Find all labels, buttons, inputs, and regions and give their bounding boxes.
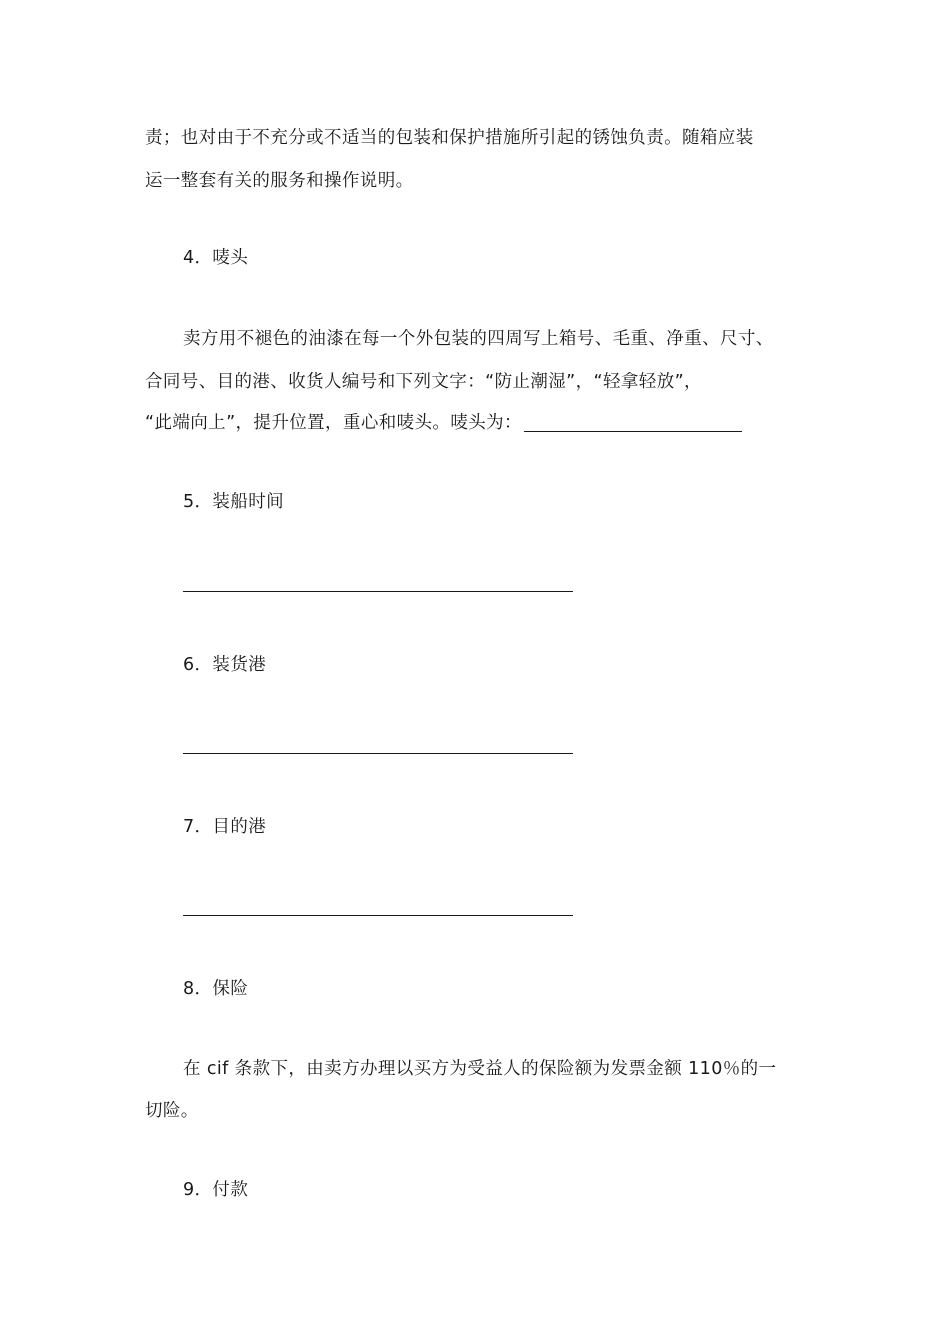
marks-paragraph-line-3 <box>145 411 742 435</box>
destination-port-heading: 7．目的港 <box>183 817 267 837</box>
loading-port-heading: 6．装货港 <box>183 655 267 675</box>
marks-paragraph-line-1: 卖方用不褪色的油漆在每一个外包装的四周写上箱号、毛重、净重、尺寸、 <box>183 329 774 349</box>
marks-paragraph-line-2: 合同号、目的港、收货人编号和下列文字：“防止潮湿”，“轻拿轻放”， <box>145 372 702 392</box>
packing-paragraph-line-1: 责；也对由于不充分或不适当的包装和保护措施所引起的锈蚀负责。随箱应装 <box>145 128 754 148</box>
marks-fill-in-blank <box>524 431 742 432</box>
marks-paragraph-line-3-text: “此端向上”，提升位置，重心和唛头。唛头为： <box>145 413 522 433</box>
insurance-heading: 8．保险 <box>183 979 249 999</box>
packing-paragraph-line-2: 运一整套有关的服务和操作说明。 <box>145 171 414 191</box>
insurance-paragraph-line-1: 在 cif 条款下，由卖方办理以买方为受益人的保险额为发票金额 110％的一 <box>183 1059 777 1079</box>
insurance-paragraph-line-2: 切险。 <box>145 1101 199 1121</box>
marks-heading: 4．唛头 <box>183 248 249 268</box>
loading-port-fill-in-blank <box>183 753 573 754</box>
shipment-time-heading: 5．装船时间 <box>183 492 285 512</box>
shipment-time-fill-in-blank <box>183 591 573 592</box>
payment-heading: 9．付款 <box>183 1180 249 1200</box>
destination-port-fill-in-blank <box>183 915 573 916</box>
